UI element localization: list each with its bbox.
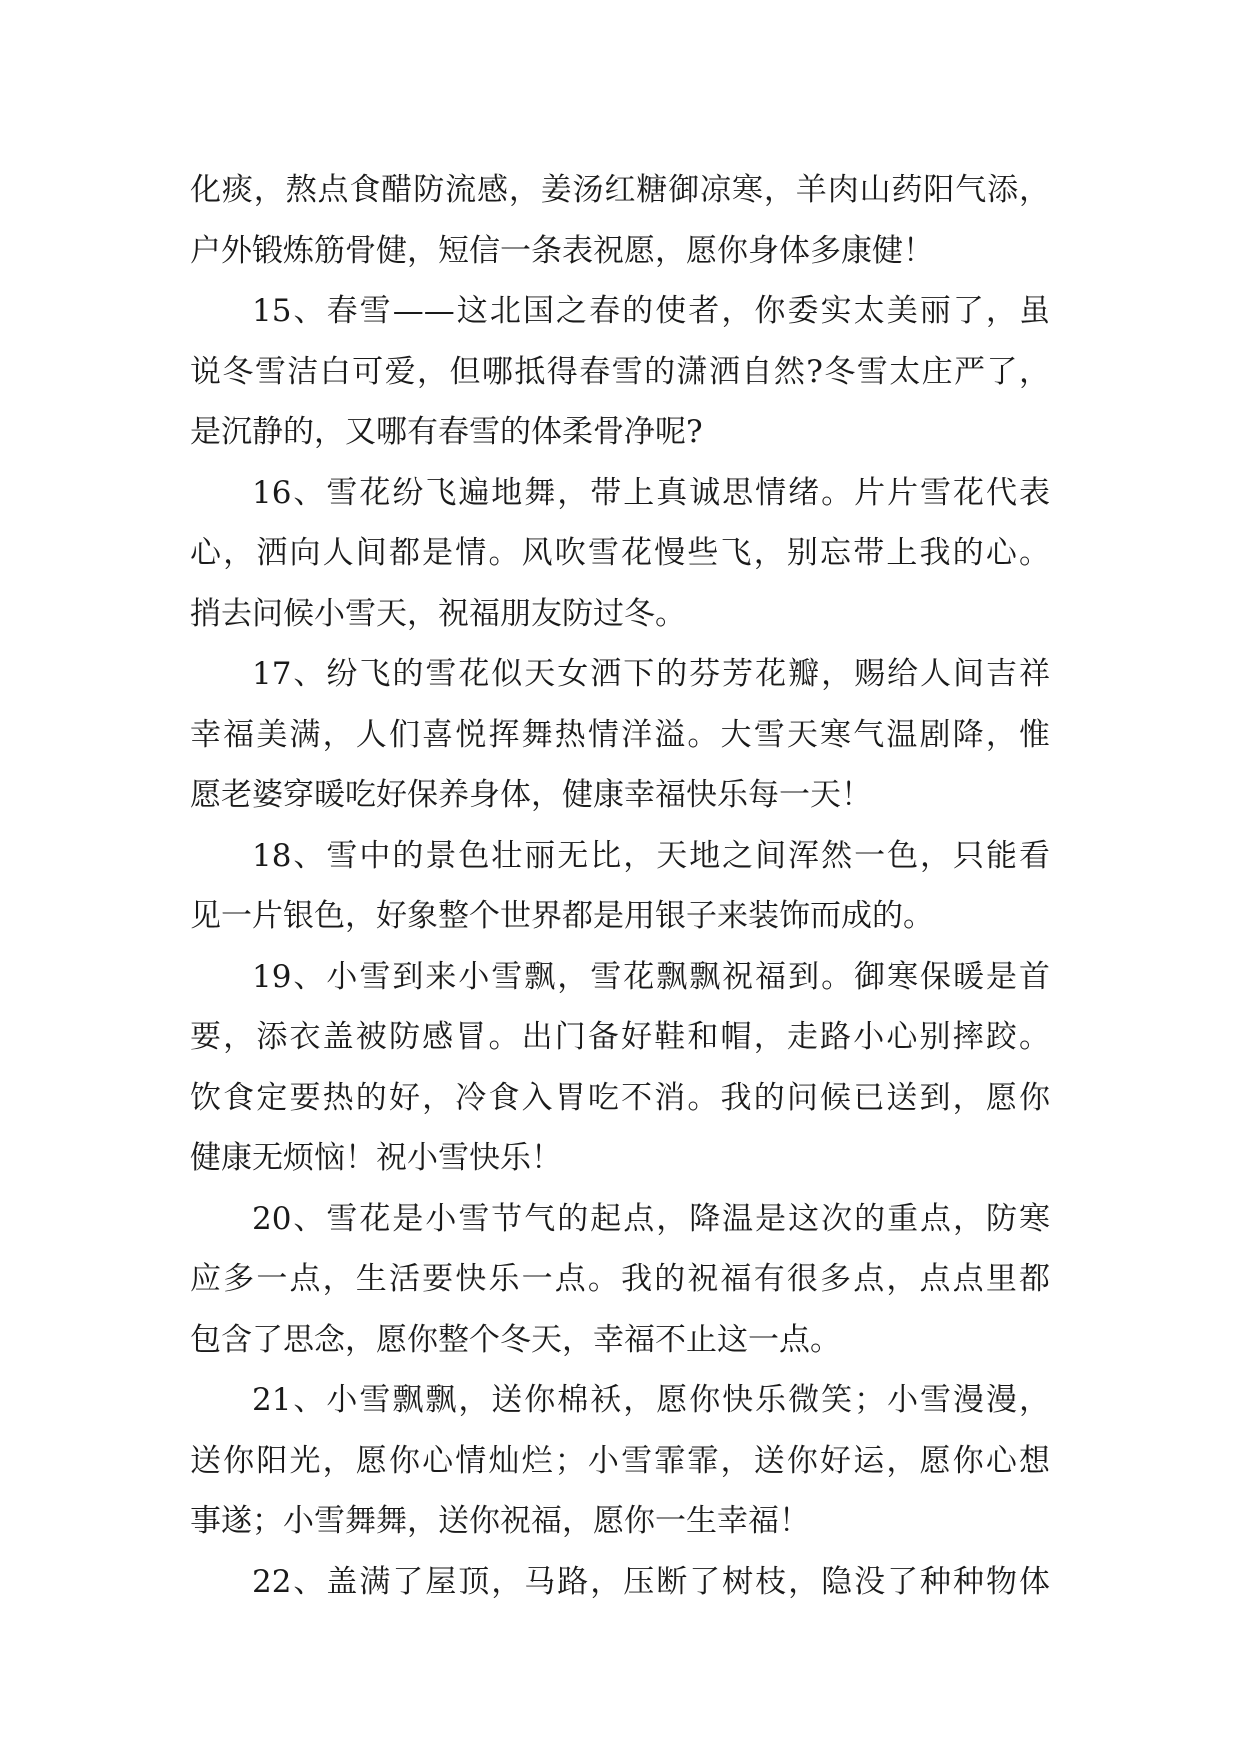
text-line: 17、纷飞的雪花似天女洒下的芬芳花瓣，赐给人间吉祥 bbox=[252, 656, 1050, 692]
document-body-text bbox=[190, 160, 1050, 1612]
text-line: 是沉静的，又哪有春雪的体柔骨净呢? bbox=[190, 414, 703, 450]
text-line: 包含了思念，愿你整个冬天，幸福不止这一点。 bbox=[190, 1321, 841, 1358]
text-line: 健康无烦恼！祝小雪快乐！ bbox=[190, 1140, 562, 1176]
text-line: 19、小雪到来小雪飘，雪花飘飘祝福到。御寒保暖是首 bbox=[252, 958, 1050, 995]
text-line: 说冬雪洁白可爱，但哪抵得春雪的潇洒自然?冬雪太庄严了， bbox=[190, 353, 1050, 390]
text-line: 饮食定要热的好，冷食入胃吃不消。我的问候已送到，愿你 bbox=[190, 1079, 1050, 1116]
text-line: 21、小雪飘飘，送你棉袄，愿你快乐微笑；小雪漫漫， bbox=[252, 1382, 1050, 1418]
text-line: 18、雪中的景色壮丽无比，天地之间浑然一色，只能看 bbox=[252, 837, 1050, 874]
text-line: 捎去问候小雪天，祝福朋友防过冬。 bbox=[190, 595, 686, 632]
text-line: 户外锻炼筋骨健，短信一条表祝愿，愿你身体多康健！ bbox=[190, 232, 934, 269]
text-line: 15、春雪——这北国之春的使者，你委实太美丽了，虽 bbox=[252, 293, 1050, 329]
text-line: 20、雪花是小雪节气的起点，降温是这次的重点，防寒 bbox=[252, 1200, 1050, 1237]
text-line: 愿老婆穿暖吃好保养身体，健康幸福快乐每一天！ bbox=[190, 777, 872, 813]
text-line: 事遂；小雪舞舞，送你祝福，愿你一生幸福！ bbox=[190, 1503, 810, 1539]
text-line: 幸福美满，人们喜悦挥舞热情洋溢。大雪天寒气温剧降，惟 bbox=[190, 716, 1050, 753]
text-line: 应多一点，生活要快乐一点。我的祝福有很多点，点点里都 bbox=[190, 1261, 1050, 1297]
text-line: 心，洒向人间都是情。风吹雪花慢些飞，别忘带上我的心。 bbox=[190, 535, 1050, 571]
text-line: 要，添衣盖被防感冒。出门备好鞋和帽，走路小心别摔跤。 bbox=[190, 1019, 1050, 1055]
text-line: 见一片银色，好象整个世界都是用银子来装饰而成的。 bbox=[190, 898, 934, 934]
text-line: 送你阳光，愿你心情灿烂；小雪霏霏，送你好运，愿你心想 bbox=[190, 1442, 1050, 1479]
text-line: 22、盖满了屋顶，马路，压断了树枝，隐没了种种物体 bbox=[252, 1563, 1050, 1600]
text-line: 化痰，熬点食醋防流感，姜汤红糖御凉寒，羊肉山药阳气添， bbox=[190, 172, 1050, 208]
text-line: 16、雪花纷飞遍地舞，带上真诚思情绪。片片雪花代表 bbox=[252, 474, 1050, 511]
